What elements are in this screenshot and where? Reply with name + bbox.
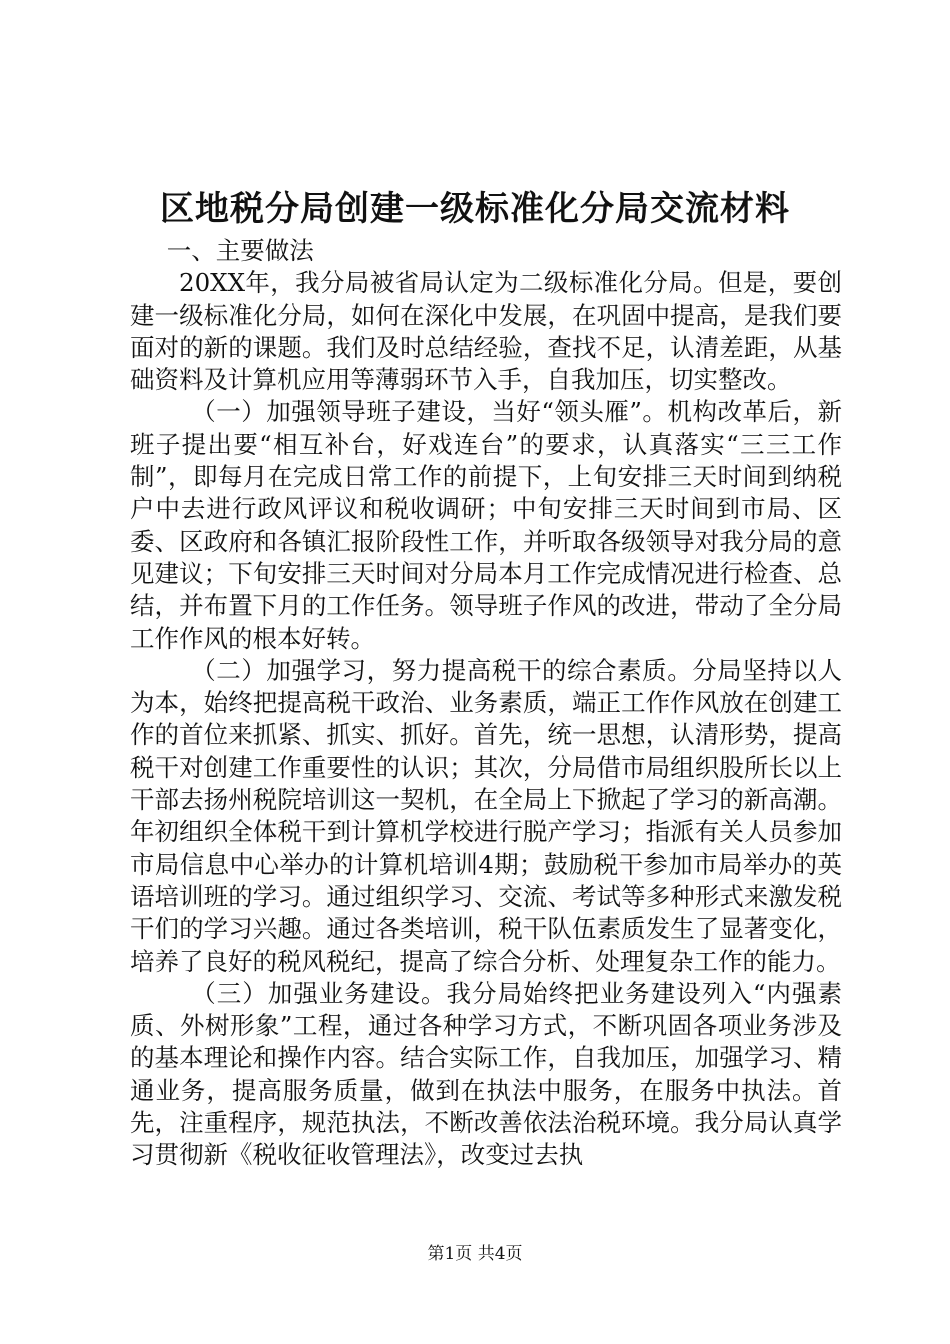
page-footer: 第1页 共4页: [427, 1244, 523, 1264]
section-heading: 一、主要做法: [166, 236, 314, 265]
document-title: 区地税分局创建一级标准化分局交流材料: [160, 189, 790, 229]
paragraph-study: （二）加强学习，努力提高税干的综合素质。分局坚持以人为本，始终把提高税干政治、业务素质，端正工作作风放在创建工作的首位来抓紧、抓实、抓好。首先，统一思想，认清形势，提高税干对创建工作重要性的认识；其次，分局借市局组织股所长以上干部去扬州税院培训这一契机，在全局上下掀起了学习的新高潮。年初组织全体税干到计算机学校进行脱产学习；指派有关人员参加市局信息中心举办的计算机培训4期；鼓励税干参加市局举办的英语培训班的学习。通过组织学习、交流、考试等多种形式来激发税干们的学习兴趣。通过各类培训，税干队伍素质发生了显著变化，培养了良好的税风税纪，提高了综合分析、处理复杂工作的能力。: [130, 655, 842, 976]
document-body: [130, 235, 842, 1172]
paragraph-business: （三）加强业务建设。我分局始终把业务建设列入“内强素质、外树形象”工程，通过各种学习方式，不断巩固各项业务涉及的基本理论和操作内容。结合实际工作，自我加压，加强学习、精通业务，提高服务质量，做到在执法中服务，在服务中执法。首先，注重程序，规范执法，不断改善依法治税环境。我分局认真学习贯彻新《税收征收管理法》，改变过去执: [130, 978, 842, 1170]
paragraph-leadership: （一）加强领导班子建设，当好“领头雁”。机构改革后，新班子提出要“相互补台，好戏连台”的要求，认真落实“三三工作制”，即每月在完成日常工作的前提下，上旬安排三天时间到纳税户中去进行政风评议和税收调研；中旬安排三天时间到市局、区委、区政府和各镇汇报阶段性工作，并听取各级领导对我分局的意见建议；下旬安排三天时间对分局本月工作完成情况进行检查、总结，并布置下月的工作任务。领导班子作风的改进，带动了全分局工作作风的根本好转。: [130, 397, 842, 653]
paragraph-intro: 20XX年，我分局被省局认定为二级标准化分局。但是，要创建一级标准化分局，如何在深化中发展，在巩固中提高，是我们要面对的新的课题。我们及时总结经验，查找不足，认清差距，从基础资料及计算机应用等薄弱环节入手，自我加压，切实整改。: [130, 268, 842, 395]
